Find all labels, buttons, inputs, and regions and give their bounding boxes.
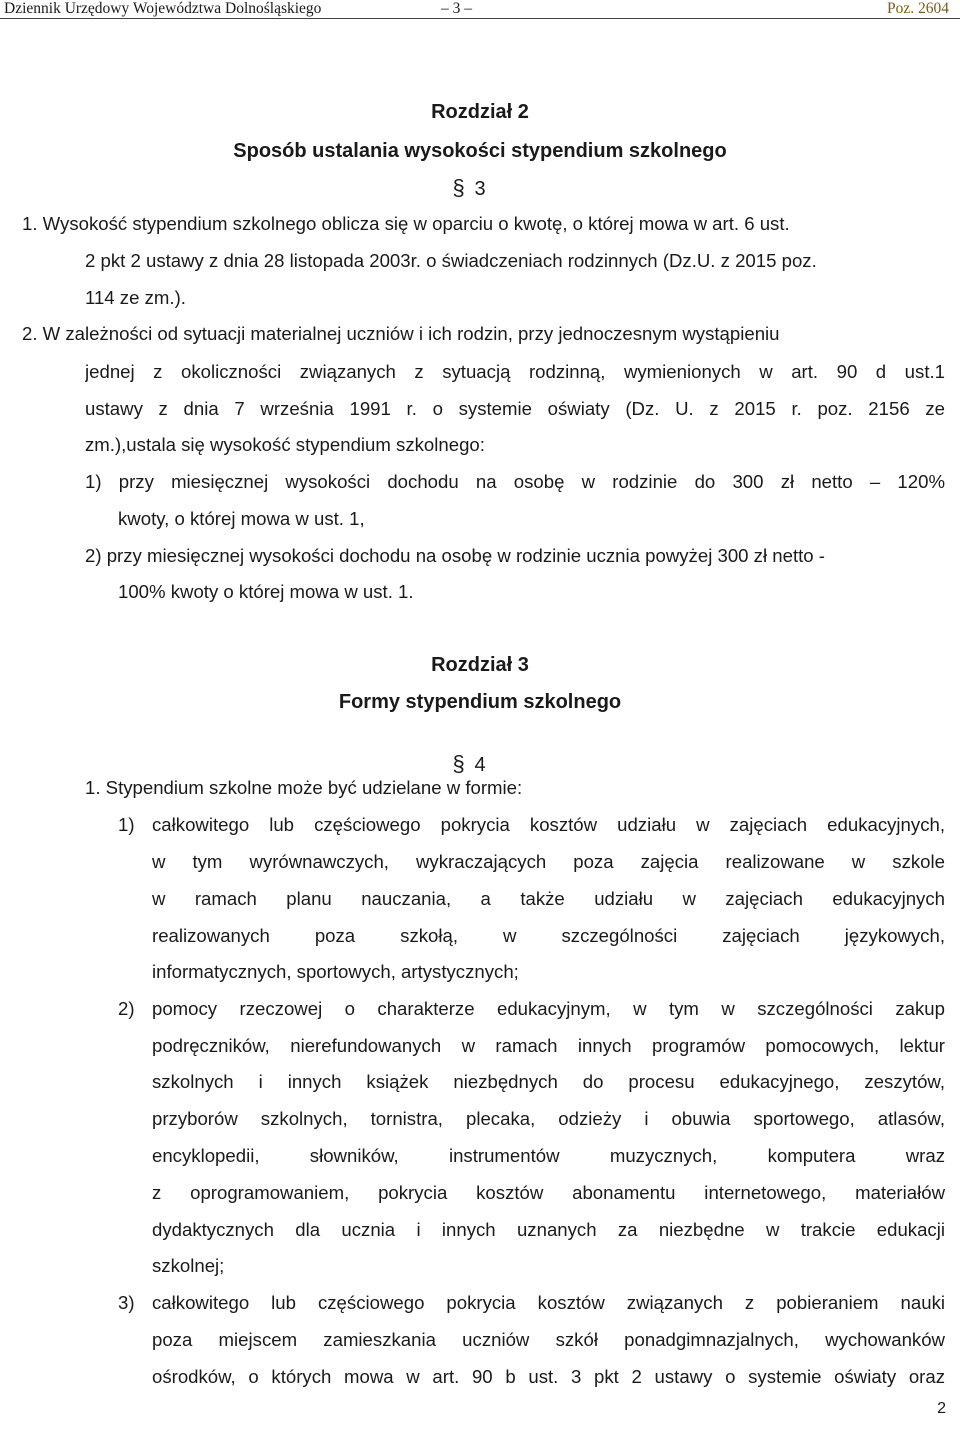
p3-item2-line: jednej z okoliczności związanych z sytuacją rodzinną, wymienionych w art. 90 d ust.1 <box>85 361 945 382</box>
p4-item2-line: dydaktycznych dla ucznia i innych uznanych za niezbędne w trakcie edukacji <box>152 1219 945 1240</box>
p3-item1-line: 2 pkt 2 ustawy z dnia 28 listopada 2003r. o świadczeniach rodzinnych (Dz.U. z 2015 poz. <box>85 250 817 271</box>
section-4-heading: § 4 <box>452 751 486 776</box>
header-rule <box>0 18 960 19</box>
chapter-2-title: Rozdział 2 <box>431 101 529 123</box>
p4-item2-label: 2) <box>118 998 135 1019</box>
p4-item3-line: poza miejscem zamieszkania uczniów szkół ponadgimnazjalnych, wychowanków <box>152 1329 945 1350</box>
p4-item2-line: szkolnej; <box>152 1255 225 1276</box>
position-number: Poz. 2604 <box>887 0 949 17</box>
p4-item1-line: realizowanych poza szkołą, w szczególności zajęciach językowych, <box>152 925 945 946</box>
p3-sub1-line: 1) przy miesięcznej wysokości dochodu na osobę w rodzinie do 300 zł netto – 120% <box>85 471 945 492</box>
p4-item2-line: encyklopedii, słowników, instrumentów muzycznych, komputera wraz <box>152 1145 945 1166</box>
p4-intro: 1. Stypendium szkolne może być udzielane w formie: <box>85 777 523 798</box>
p4-item1-line: w ramach planu nauczania, a także udziału w zajęciach edukacyjnych <box>152 888 945 909</box>
p3-item2-line: 2. W zależności od sytuacji materialnej uczniów i ich rodzin, przy jednoczesnym wystąpieniu <box>22 323 780 344</box>
p4-item1-line: informatycznych, sportowych, artystycznych; <box>152 961 519 982</box>
p3-item1-line: 1. Wysokość stypendium szkolnego oblicza się w oparciu o kwotę, o której mowa w art. 6 ust. <box>22 213 790 234</box>
page-number: 2 <box>937 1400 946 1417</box>
p4-item2-line: podręczników, nierefundowanych w ramach innych programów pomocowych, lektur <box>152 1035 945 1056</box>
section-4-number: 4 <box>474 754 486 776</box>
p4-item3-line: całkowitego lub częściowego pokrycia kosztów związanych z pobieraniem nauki <box>152 1292 945 1313</box>
p3-item1-line: 114 ze zm.). <box>85 287 186 308</box>
p4-item1-line: w tym wyrównawczych, wykraczających poza zajęcia realizowane w szkole <box>152 851 945 872</box>
chapter-2-subtitle: Sposób ustalania wysokości stypendium szkolnego <box>233 140 727 162</box>
chapter-3-title: Rozdział 3 <box>431 654 529 676</box>
p3-item2-line: ustawy z dnia 7 września 1991 r. o systemie oświaty (Dz. U. z 2015 r. poz. 2156 ze <box>85 398 945 419</box>
section-3-heading: § 3 <box>452 175 486 200</box>
p3-item2-line: zm.),ustala się wysokość stypendium szkolnego: <box>85 434 485 455</box>
p4-item3-line: ośrodków, o których mowa w art. 90 b ust. 3 pkt 2 ustawy o systemie oświaty oraz <box>152 1366 945 1387</box>
p4-item2-line: szkolnych i innych książek niezbędnych do procesu edukacyjnego, zeszytów, <box>152 1071 945 1092</box>
p3-sub1-line: kwoty, o której mowa w ust. 1, <box>118 508 365 529</box>
p4-item2-line: przyborów szkolnych, tornistra, plecaka, odzieży i obuwia sportowego, atlasów, <box>152 1108 945 1129</box>
section-3-number: 3 <box>474 178 486 200</box>
chapter-3-subtitle: Formy stypendium szkolnego <box>338 691 622 713</box>
journal-title: Dziennik Urzędowy Województwa Dolnośląskiego <box>4 0 322 17</box>
p4-item2-line: z oprogramowaniem, pokrycia kosztów abonamentu internetowego, materiałów <box>152 1182 945 1203</box>
page-header <box>0 0 960 19</box>
p4-item1-label: 1) <box>118 814 135 835</box>
p4-item2-line: pomocy rzeczowej o charakterze edukacyjnym, w tym w szczególności zakup <box>152 998 945 1019</box>
p3-sub2-line: 100% kwoty o której mowa w ust. 1. <box>118 581 414 602</box>
p3-sub2-line: 2) przy miesięcznej wysokości dochodu na osobę w rodzinie ucznia powyżej 300 zł netto - <box>85 545 825 566</box>
p4-item1-line: całkowitego lub częściowego pokrycia kosztów udziału w zajęciach edukacyjnych, <box>152 814 945 835</box>
p4-item3-label: 3) <box>118 1292 135 1313</box>
page-marker: – 3 – <box>441 0 472 17</box>
